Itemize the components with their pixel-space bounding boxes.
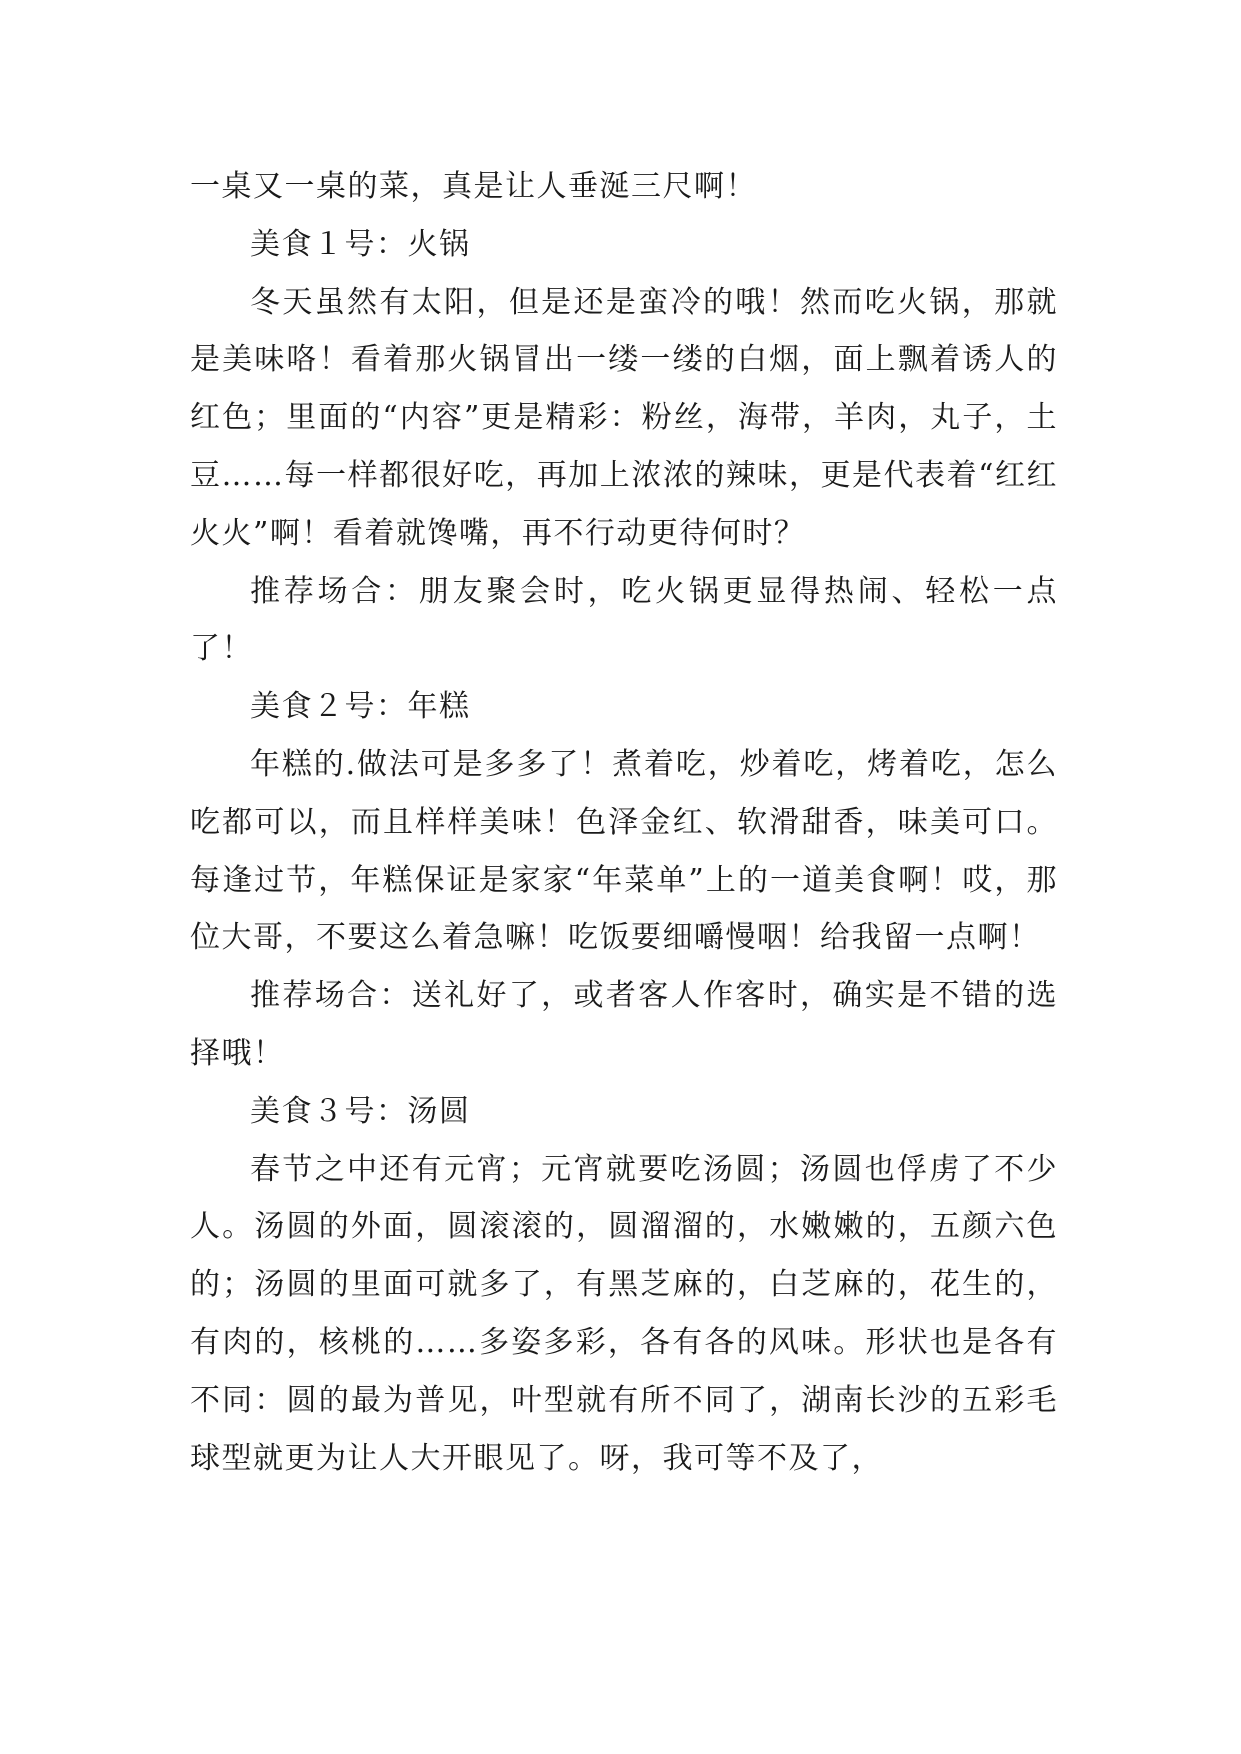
paragraph-niangao-description: 年糕的.做法可是多多了！煮着吃，炒着吃，烤着吃，怎么吃都可以，而且样样美味！色泽金红、软滑甜香，味美可口。每逢过节，年糕保证是家家“年菜单”上的一道美食啊！哎，那位大哥，不要这么着急嘛！吃饭要细嚼慢咽！给我留一点啊！ [190, 746, 1058, 956]
paragraph-tangyuan-description: 春节之中还有元宵；元宵就要吃汤圆；汤圆也俘虏了不少人。汤圆的外面，圆滚滚的，圆溜溜的，水嫩嫩的，五颜六色的；汤圆的里面可就多了，有黑芝麻的，白芝麻的，花生的，有肉的，核桃的……多姿多彩，各有各的风味。形状也是各有不同：圆的最为普见，叶型就有所不同了，湖南长沙的五彩毛球型就更为让人大开眼见了。呀，我可等不及了， [190, 1151, 1058, 1476]
paragraph-hotpot-occasion: 推荐场合：朋友聚会时，吃火锅更显得热闹、轻松一点了！ [190, 573, 1058, 667]
paragraph-niangao-occasion: 推荐场合：送礼好了，或者客人作客时，确实是不错的选择哦！ [190, 978, 1058, 1071]
paragraph-intro-line: 一桌又一桌的菜，真是让人垂涎三尺啊！ [190, 169, 757, 204]
heading-food-3-tangyuan: 美食３号：汤圆 [250, 1093, 471, 1129]
paragraph-hotpot-description: 冬天虽然有太阳，但是还是蛮冷的哦！然而吃火锅，那就是美味咯！看着那火锅冒出一缕一缕的白烟，面上飘着诱人的红色；里面的“内容”更是精彩：粉丝，海带，羊肉，丸子，土豆……每一样都很好吃，再加上浓浓的辣味，更是代表着“红红火火”啊！看着就馋嘴，再不行动更待何时？ [190, 284, 1058, 551]
heading-food-2-niangao: 美食２号：年糕 [250, 689, 471, 725]
heading-food-1-hotpot: 美食１号：火锅 [250, 226, 471, 262]
document-body [190, 158, 1058, 1487]
